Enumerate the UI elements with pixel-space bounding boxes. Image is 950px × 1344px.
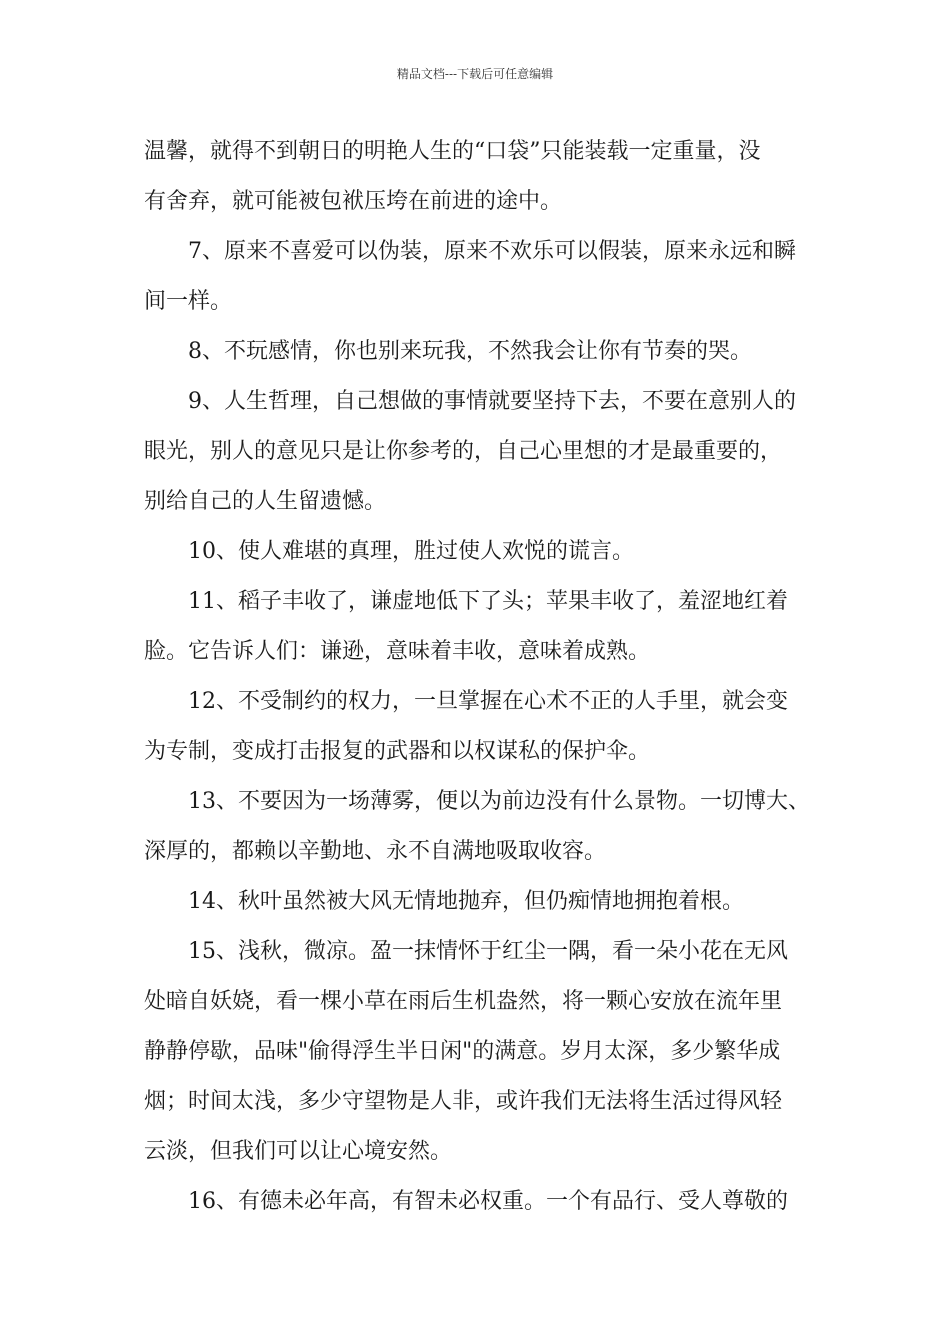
paragraph-line: 静静停歇，品味"偷得浮生半日闲"的满意。岁月太深，多少繁华成 <box>144 1039 781 1064</box>
paragraph-item-16 <box>144 1177 824 1227</box>
paragraph-line: 为专制，变成打击报复的武器和以权谋私的保护伞。 <box>144 739 651 764</box>
paragraph-line: 烟；时间太浅，多少守望物是人非，或许我们无法将生活过得风轻 <box>144 1089 783 1114</box>
paragraph-line: 眼光，别人的意见只是让你参考的，自己心里想的才是最重要的， <box>144 439 783 464</box>
paragraph-line: 温馨，就得不到朝日的明艳人生的“口袋”只能装载一定重量，没 <box>144 139 761 164</box>
paragraph-line: 处暗自妖娆，看一棵小草在雨后生机盎然，将一颗心安放在流年里 <box>144 989 783 1014</box>
paragraph-line: 7、原来不喜爱可以伪装，原来不欢乐可以假装，原来永远和瞬 <box>188 239 796 264</box>
paragraph-line: 9、人生哲理，自己想做的事情就要坚持下去，不要在意别人的 <box>188 389 796 414</box>
page-header: 精品文档---下载后可任意编辑 <box>396 67 554 81</box>
paragraph-continuation <box>144 127 824 227</box>
paragraph-line: 15、浅秋，微凉。盈一抹情怀于红尘一隅，看一朵小花在无风 <box>188 939 788 964</box>
paragraph-line: 14、秋叶虽然被大风无情地抛弃，但仍痴情地拥抱着根。 <box>188 889 744 914</box>
paragraph-line: 云淡，但我们可以让心境安然。 <box>144 1139 453 1164</box>
paragraph-line: 8、不玩感情，你也别来玩我，不然我会让你有节奏的哭。 <box>188 339 752 364</box>
paragraph-line: 10、使人难堪的真理，胜过使人欢悦的谎言。 <box>188 539 634 564</box>
paragraph-item-13 <box>144 777 824 877</box>
paragraph-line: 11、稻子丰收了，谦虚地低下了头；苹果丰收了，羞涩地红着 <box>188 589 788 614</box>
paragraph-line: 13、不要因为一场薄雾，便以为前边没有什么景物。一切博大、 <box>188 789 810 814</box>
document-body <box>144 127 824 1227</box>
paragraph-line: 16、有德未必年高，有智未必权重。一个有品行、受人尊敬的 <box>188 1189 788 1214</box>
paragraph-line: 间一样。 <box>144 289 233 314</box>
paragraph-line: 深厚的，都赖以辛勤地、永不自满地吸取收容。 <box>144 839 607 864</box>
paragraph-item-10 <box>144 527 824 577</box>
paragraph-line: 别给自己的人生留遗憾。 <box>144 489 387 514</box>
paragraph-line: 有舍弃，就可能被包袱压垮在前进的途中。 <box>144 189 563 214</box>
paragraph-item-12 <box>144 677 824 777</box>
paragraph-item-9 <box>144 377 824 527</box>
paragraph-item-11 <box>144 577 824 677</box>
paragraph-line: 12、不受制约的权力，一旦掌握在心术不正的人手里，就会变 <box>188 689 788 714</box>
paragraph-item-15 <box>144 927 824 1177</box>
paragraph-item-7 <box>144 227 824 327</box>
paragraph-item-14 <box>144 877 824 927</box>
paragraph-item-8 <box>144 327 824 377</box>
paragraph-line: 脸。它告诉人们：谦逊，意味着丰收，意味着成熟。 <box>144 639 651 664</box>
